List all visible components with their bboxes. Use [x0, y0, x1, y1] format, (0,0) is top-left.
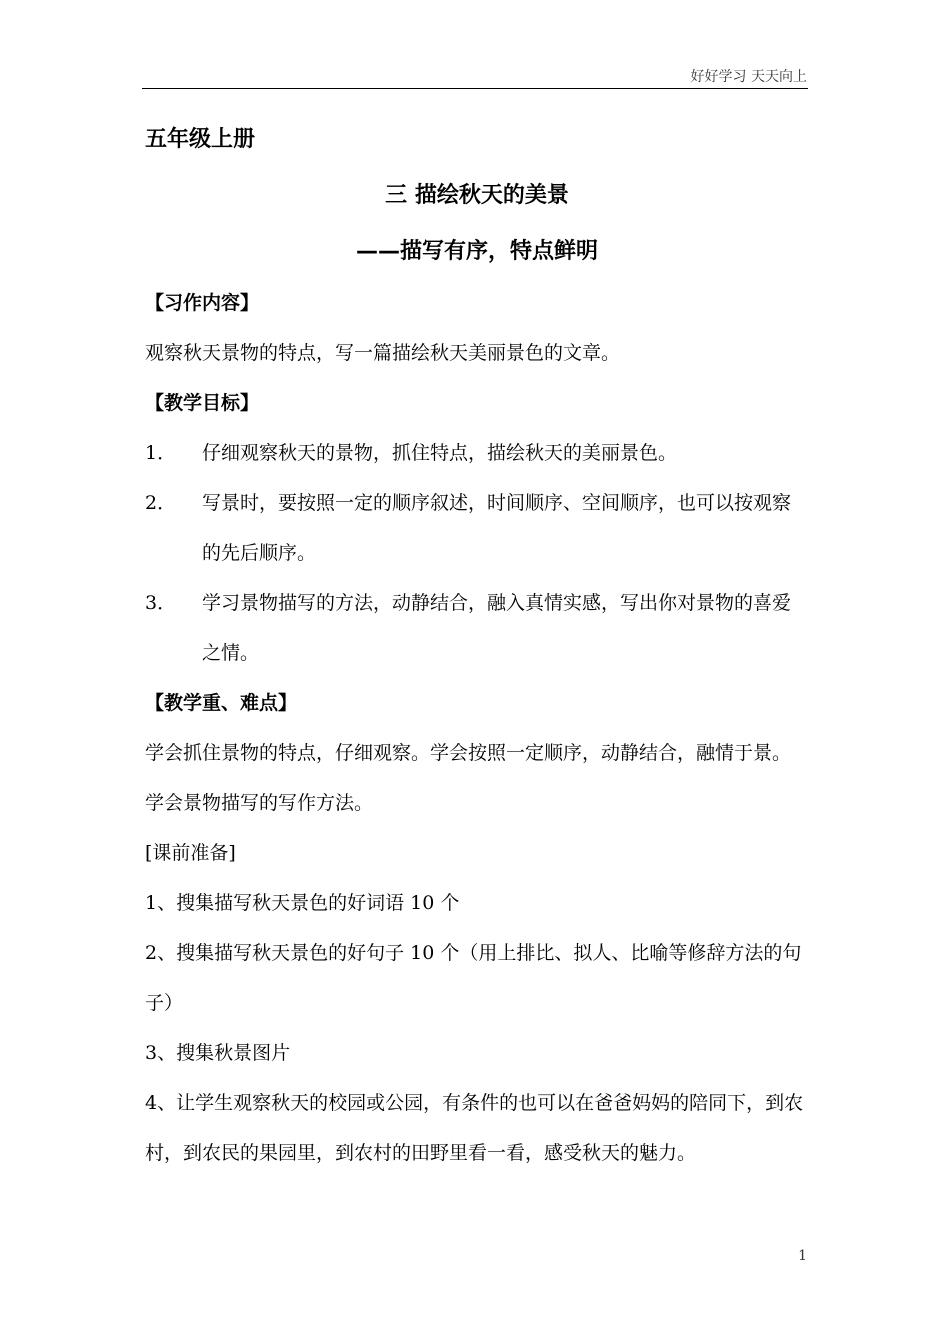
document-body: [145, 120, 809, 1178]
goal-text: 学习景物描写的方法，动静结合，融入真情实感，写出你对景物的喜爱之情。: [202, 592, 792, 664]
prep-item: 3、搜集秋景图片: [145, 1042, 291, 1064]
goal-number: 1．: [145, 442, 177, 464]
goal-number: 3．: [145, 592, 177, 614]
prep-item: 1、搜集描写秋天景色的好词语 10 个: [145, 892, 460, 914]
section-heading-goals: 【教学目标】: [145, 392, 260, 414]
goal-item: [145, 428, 809, 478]
prep-item: 4、让学生观察秋天的校园或公园，有条件的也可以在爸爸妈妈的陪同下，到农村，到农民的果园里，到农村的田野里看一看，感受秋天的魅力。: [145, 1092, 804, 1164]
grade-label: 五年级上册: [145, 127, 256, 152]
key-points-text: 学会抓住景物的特点，仔细观察。学会按照一定顺序，动静结合，融情于景。学会景物描写的写作方法。: [145, 742, 792, 814]
goal-item: [145, 578, 809, 678]
page-number: 1: [798, 1248, 807, 1264]
goal-item: [145, 478, 809, 578]
lesson-title: 三 描绘秋天的美景: [385, 183, 569, 208]
section-heading-content: 【习作内容】: [145, 292, 260, 314]
content-text: 观察秋天景物的特点，写一篇描绘秋天美丽景色的文章。: [145, 342, 621, 364]
lesson-subtitle: ——描写有序，特点鲜明: [355, 239, 598, 264]
header-rule: [142, 88, 808, 89]
header-motto: 好好学习 天天向上: [690, 69, 807, 85]
goal-text: 仔细观察秋天的景物，抓住特点，描绘秋天的美丽景色。: [202, 442, 678, 464]
goal-number: 2．: [145, 492, 177, 514]
prep-item: 2、搜集描写秋天景色的好句子 10 个（用上排比、拟人、比喻等修辞方法的句子）: [145, 942, 802, 1014]
section-heading-prep: [课前准备]: [145, 842, 236, 864]
goal-text: 写景时，要按照一定的顺序叙述，时间顺序、空间顺序，也可以按观察的先后顺序。: [202, 492, 792, 564]
section-heading-key-points: 【教学重、难点】: [145, 692, 298, 714]
